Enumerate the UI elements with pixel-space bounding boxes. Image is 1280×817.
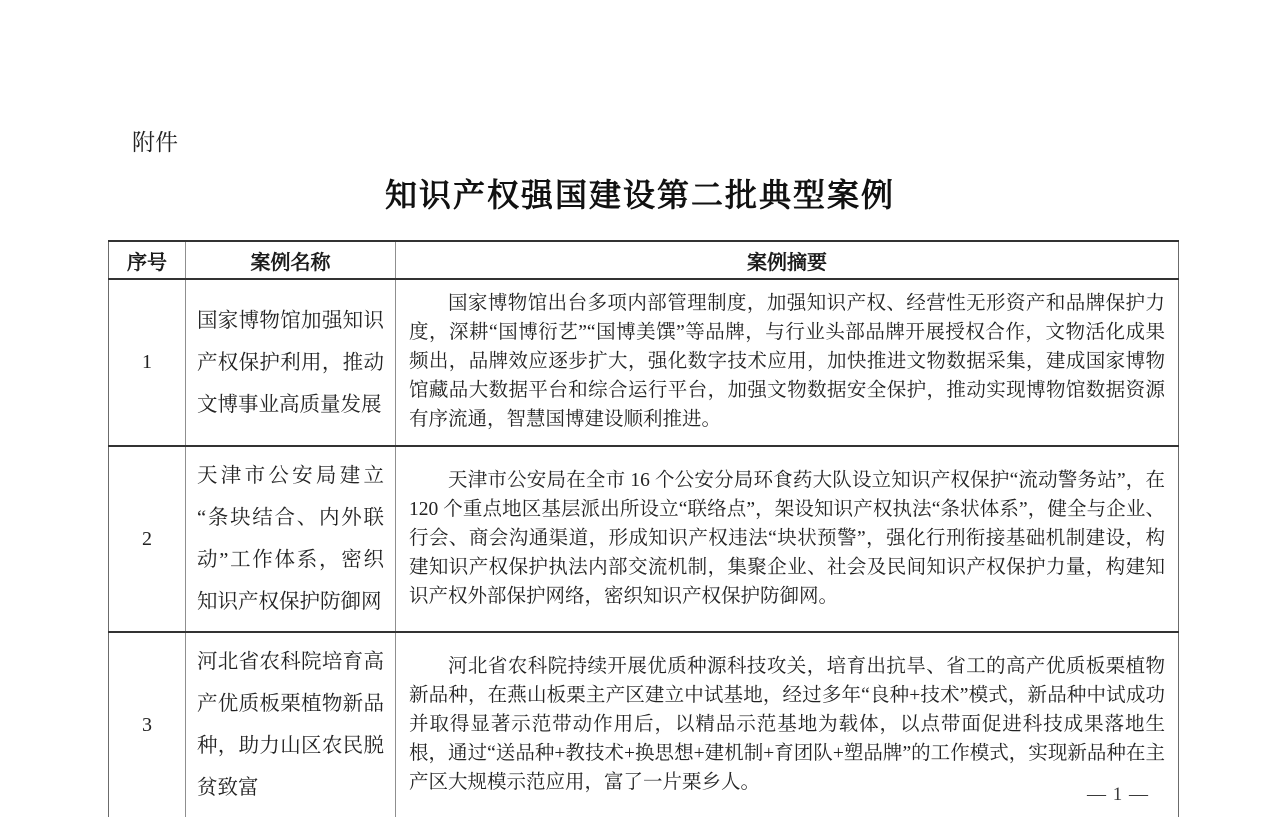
case-summary <box>396 279 1179 446</box>
case-summary <box>396 446 1179 632</box>
case-name: 国家博物馆加强知识产权保护利用，推动文博事业高质量发展 <box>186 279 396 446</box>
case-number: 3 <box>109 632 186 817</box>
page-number: — 1 — <box>1087 784 1149 805</box>
case-summary-text: 国家博物馆出台多项内部管理制度，加强知识产权、经营性无形资产和品牌保护力度，深耕“国博衍艺”“国博美馔”等品牌，与行业头部品牌开展授权合作，文物活化成果频出，品牌效应逐步扩大，强化数字技术应用，加快推进文物数据采集，建成国家博物馆藏品大数据平台和综合运行平台，加强文物数据安全保护，推动实现博物馆数据资源有序流通，智慧国博建设顺利推进。 <box>409 293 1165 430</box>
table-header-row <box>109 241 1179 279</box>
column-header-serial-number: 序号 <box>109 241 186 279</box>
case-number: 1 <box>109 279 186 446</box>
case-name: 河北省农科院培育高产优质板栗植物新品种，助力山区农民脱贫致富 <box>186 632 396 817</box>
case-number: 2 <box>109 446 186 632</box>
table-row <box>109 446 1179 632</box>
cases-table <box>108 240 1179 817</box>
document-title: 知识产权强国建设第二批典型案例 <box>384 177 895 213</box>
table-row <box>109 279 1179 446</box>
case-summary-text: 河北省农科院持续开展优质种源科技攻关，培育出抗旱、省工的高产优质板栗植物新品种，在燕山板栗主产区建立中试基地，经过多年“良种+技术”模式，新品种中试成功并取得显著示范带动作用后，以精品示范基地为载体，以点带面促进科技成果落地生根，通过“送品种+教技术+换思想+建机制+育团队+塑品牌”的工作模式，实现新品种在主产区大规模示范应用，富了一片栗乡人。 <box>409 655 1165 793</box>
column-header-case-name: 案例名称 <box>186 241 396 279</box>
attachment-label: 附件 <box>132 129 178 155</box>
case-summary-text: 天津市公安局在全市 16 个公安分局环食药大队设立知识产权保护“流动警务站”，在 120 个重点地区基层派出所设立“联络点”，架设知识产权执法“条状体系”，健全与企业、行会、商会沟通渠道，形成知识产权违法“块状预警”，强化行刑衔接基础机制建设，构建知识产权保护执法内部交流机制，集聚企业、社会及民间知识产权保护力量，构建知识产权外部保护网络，密织知识产权保护防御网。 <box>409 469 1165 607</box>
table-row <box>109 632 1179 817</box>
column-header-case-summary: 案例摘要 <box>396 241 1179 279</box>
case-name: 天津市公安局建立“条块结合、内外联动”工作体系，密织知识产权保护防御网 <box>186 446 396 632</box>
